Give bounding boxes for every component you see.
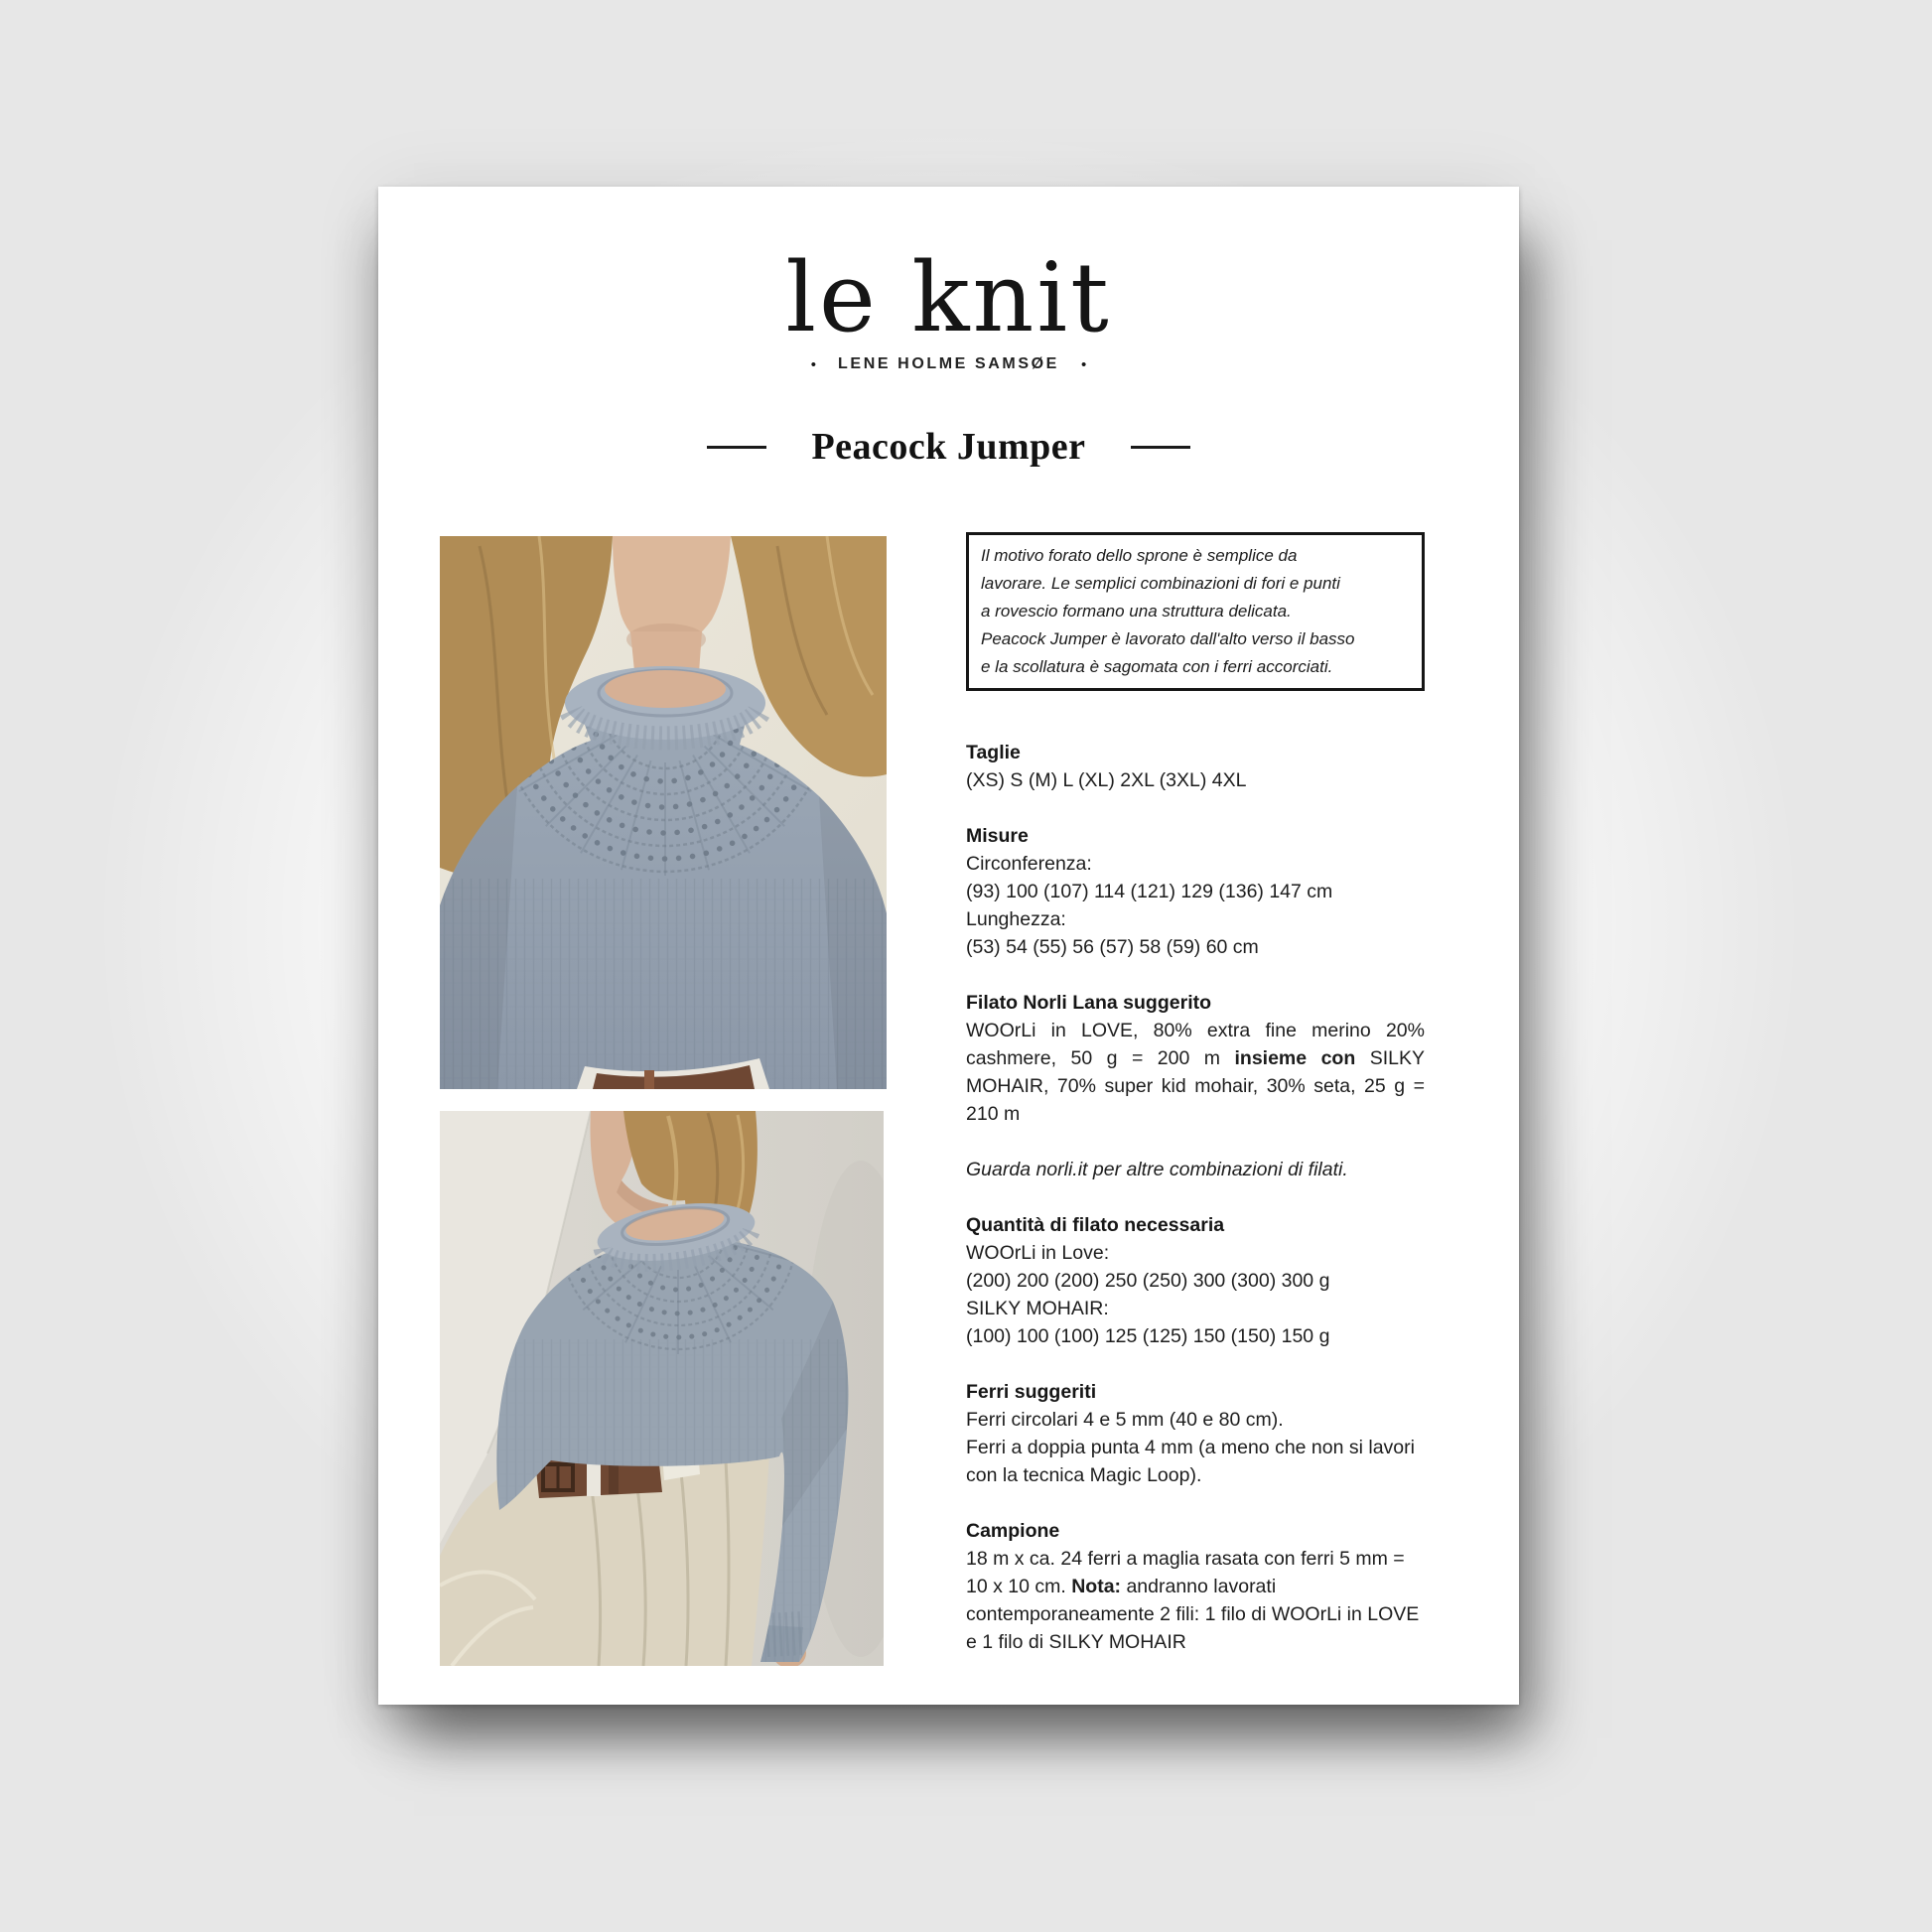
misure-line: Circonferenza: bbox=[966, 853, 1092, 875]
sweater-leaning-illustration bbox=[440, 1111, 884, 1666]
ferri-line: Ferri circolari 4 e 5 mm (40 e 80 cm). bbox=[966, 1409, 1284, 1431]
intro-line: Il motivo forato dello sprone è semplice da bbox=[981, 546, 1298, 565]
brand-byline bbox=[378, 355, 1519, 373]
misure-line: (93) 100 (107) 114 (121) 129 (136) 147 cm bbox=[966, 881, 1333, 902]
filato-text: SILKY MOHAIR, 70% super kid mohair, 30% seta, 25 g = 210 m bbox=[966, 1047, 1425, 1125]
section-campione bbox=[966, 1517, 1425, 1656]
pattern-title-row bbox=[378, 425, 1519, 469]
campione-text: 18 m x ca. 24 ferri a maglia rasata con ferri 5 mm = 10 x 10 cm. bbox=[966, 1548, 1405, 1597]
quantita-line: WOOrLi in Love: bbox=[966, 1242, 1110, 1264]
section-ferri-heading: Ferri suggeriti bbox=[966, 1381, 1097, 1403]
quantita-line: (100) 100 (100) 125 (125) 150 (150) 150 g bbox=[966, 1325, 1330, 1347]
photo-sweater-yoke-closeup bbox=[440, 536, 887, 1089]
intro-line: a rovescio formano una struttura delicata. bbox=[981, 602, 1292, 621]
misure-line: Lunghezza: bbox=[966, 908, 1066, 930]
quantita-line: (200) 200 (200) 250 (250) 300 (300) 300 g bbox=[966, 1270, 1330, 1292]
campione-bold-nota: Nota: bbox=[1071, 1576, 1122, 1597]
campione-paragraph bbox=[966, 1545, 1425, 1656]
title-dash-left-icon bbox=[707, 446, 766, 449]
filato-bold-phrase: insieme con bbox=[1234, 1047, 1356, 1069]
pattern-info-column bbox=[966, 532, 1425, 1684]
filato-text: WOOrLi in LOVE, 80% extra fine merino 20% cashmere, 50 g = 200 m bbox=[966, 1020, 1425, 1069]
taglie-sizes: (XS) S (M) L (XL) 2XL (3XL) 4XL bbox=[966, 769, 1247, 791]
title-dash-right-icon bbox=[1131, 446, 1190, 449]
quantita-line: SILKY MOHAIR: bbox=[966, 1298, 1109, 1319]
section-quantita-heading: Quantità di filato necessaria bbox=[966, 1214, 1225, 1236]
ferri-line: Ferri a doppia punta 4 mm (a meno che non si lavori con la tecnica Magic Loop). bbox=[966, 1437, 1415, 1486]
section-quantita bbox=[966, 1211, 1425, 1350]
section-filato-heading: Filato Norli Lana suggerito bbox=[966, 992, 1212, 1014]
misure-line: (53) 54 (55) 56 (57) 58 (59) 60 cm bbox=[966, 936, 1259, 958]
campione-text: andranno lavorati contemporaneamente 2 fili: 1 filo di WOOrLi in LOVE e 1 filo di SILKY MOHAIR bbox=[966, 1576, 1420, 1653]
intro-line: Peacock Jumper è lavorato dall'alto verso il basso bbox=[981, 629, 1355, 648]
byline-text: LENE HOLME SAMSØE bbox=[838, 355, 1059, 372]
intro-line: e la scollatura è sagomata con i ferri accorciati. bbox=[981, 657, 1333, 676]
section-taglie bbox=[966, 739, 1425, 794]
yarn-combinations-note: Guarda norli.it per altre combinazioni di filati. bbox=[966, 1159, 1348, 1180]
section-filato bbox=[966, 989, 1425, 1128]
section-ferri bbox=[966, 1378, 1425, 1489]
intro-box bbox=[966, 532, 1425, 691]
photo-sweater-leaning bbox=[440, 1111, 884, 1666]
pattern-page bbox=[378, 187, 1519, 1705]
sweater-closeup-illustration bbox=[440, 536, 887, 1089]
section-taglie-heading: Taglie bbox=[966, 742, 1021, 763]
section-misure-heading: Misure bbox=[966, 825, 1029, 847]
section-misure bbox=[966, 822, 1425, 961]
brand-logo: le knit bbox=[785, 242, 1112, 353]
byline-bullet-left: • bbox=[810, 355, 817, 373]
section-campione-heading: Campione bbox=[966, 1520, 1060, 1542]
intro-line: lavorare. Le semplici combinazioni di fori e punti bbox=[981, 574, 1340, 593]
pattern-title: Peacock Jumper bbox=[811, 426, 1086, 468]
section-nota-filati bbox=[966, 1156, 1425, 1183]
filato-paragraph bbox=[966, 1017, 1425, 1128]
byline-bullet-right: • bbox=[1080, 355, 1087, 373]
